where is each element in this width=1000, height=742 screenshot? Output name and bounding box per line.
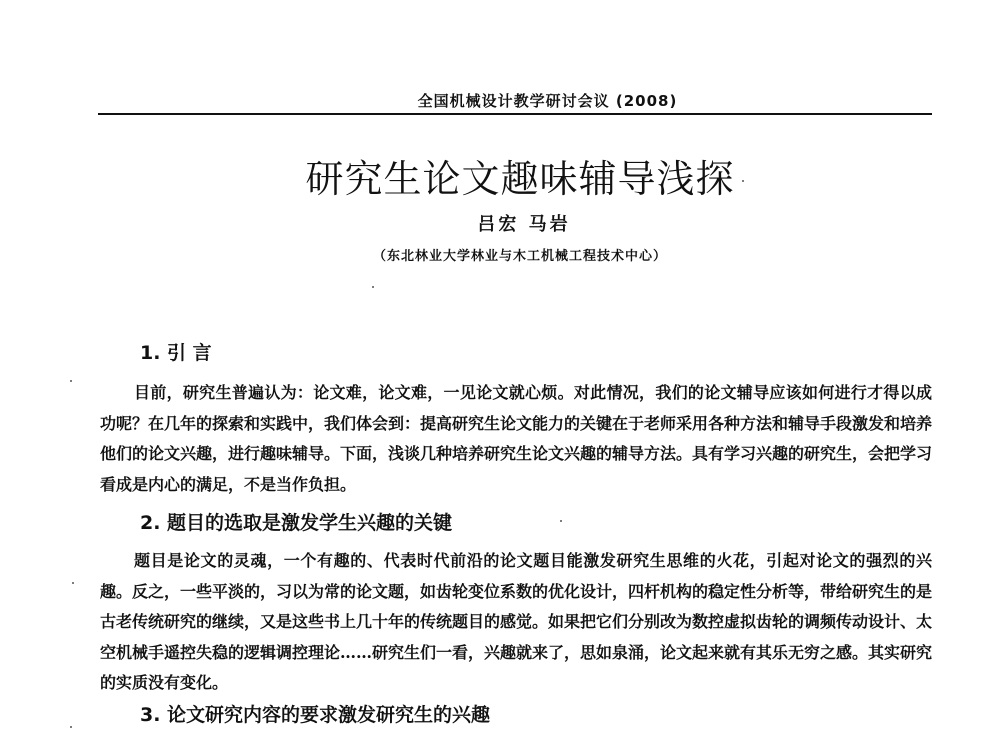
section-heading-topic-selection: 2. 题目的选取是激发学生兴趣的关键 [140,512,453,534]
scan-speck [372,286,374,288]
scan-speck [742,180,744,182]
section-heading-research-content: 3. 论文研究内容的要求激发研究生的兴趣 [140,704,491,726]
scan-speck [72,582,74,584]
affiliation: （东北林业大学林业与木工机械工程技术中心） [372,249,667,264]
section-body-topic-selection: 题目是论文的灵魂，一个有趣的、代表时代前沿的论文题目能激发研究生思维的火花，引起对论文的强烈的兴趣。反之，一些平淡的，习以为常的论文题，如齿轮变位系数的优化设计，四杆机构的稳定性分析等，带给研究生的是古老传统研究的继续，又是这些书上几十年的传统题目的感觉。如果把它们分别改为数控虚拟齿轮的调频传动设计、太空机械手遥控失稳的逻辑调控理论……研究生们一看，兴趣就来了，思如泉涌，论文起来就有其乐无穷之感。其实研究的实质没有变化。 [100,551,933,692]
scan-speck [70,380,72,382]
article-title: 研究生论文趣味辅导浅探 [305,157,735,201]
section-heading-introduction: 1. 引 言 [140,342,212,364]
running-head: 全国机械设计教学研讨会议 (2008) [417,92,678,110]
scan-speck [560,520,562,522]
header-rule [98,113,932,115]
section-body-introduction: 目前，研究生普遍认为：论文难，论文难，一见论文就心烦。对此情况，我们的论文辅导应该如何进行才得以成功呢？在几年的探索和实践中，我们体会到：提高研究生论文能力的关键在于老师采用各种方法和辅导手段激发和培养他们的论文兴趣，进行趣味辅导。下面，浅谈几种培养研究生论文兴趣的辅导方法。具有学习兴趣的研究生，会把学习看成是内心的满足，不是当作负担。 [100,383,933,494]
authors: 吕宏 马岩 [477,214,571,235]
scan-speck [70,726,72,728]
